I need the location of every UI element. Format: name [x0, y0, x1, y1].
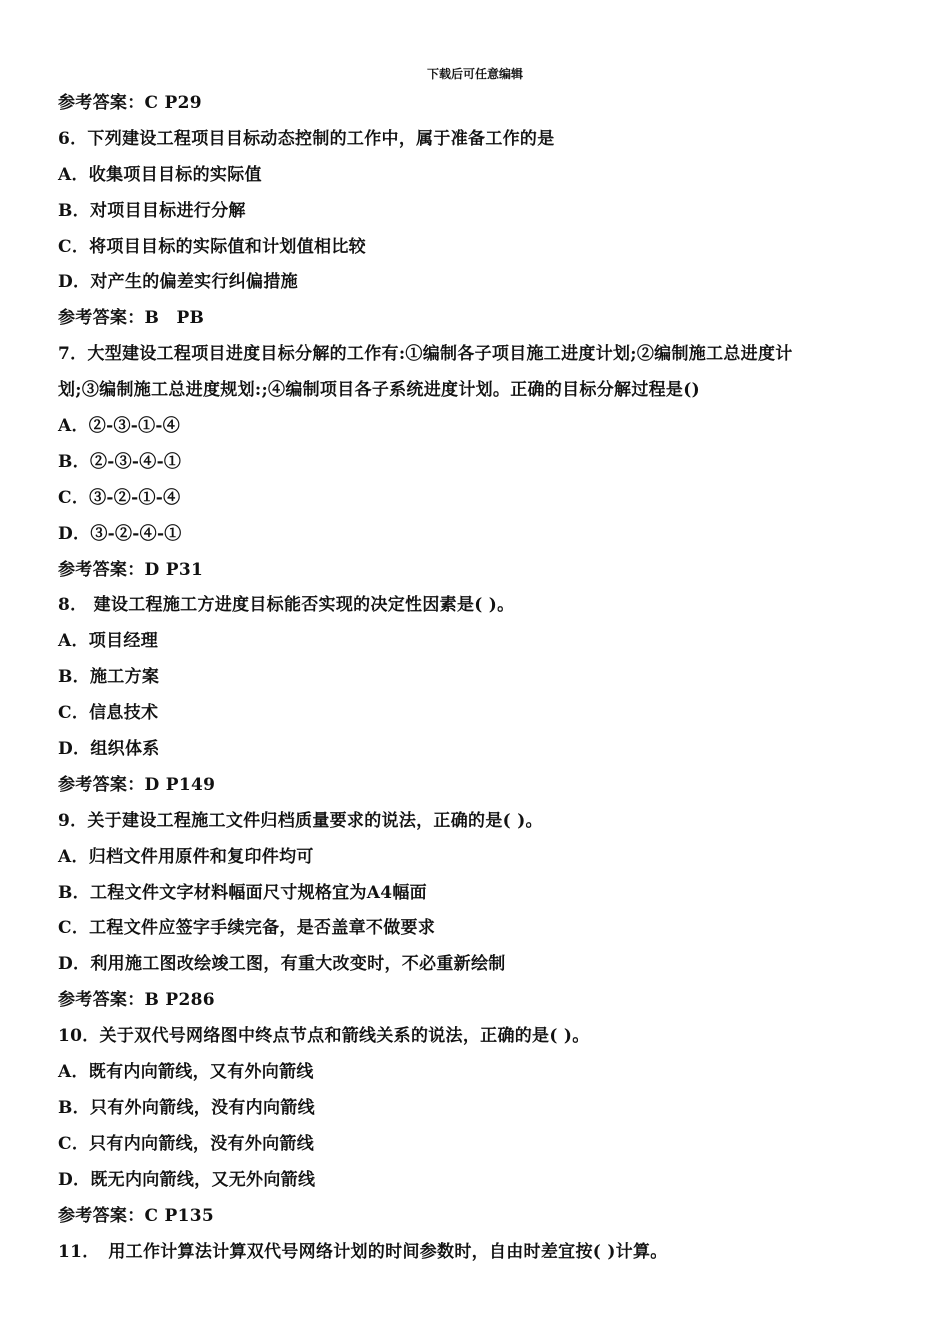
q7-option-c: C．③-②-①-④	[58, 487, 181, 508]
q9-option-d: D．利用施工图改绘竣工图，有重大改变时，不必重新绘制	[58, 954, 506, 975]
answer-line-q9: 参考答案：B P286	[58, 990, 215, 1011]
q7-option-a: A．②-③-①-④	[58, 416, 181, 437]
answer-line-q7: 参考答案：D P31	[58, 559, 204, 580]
q7-option-d: D．③-②-④-①	[58, 523, 182, 544]
question-11: 11． 用工作计算法计算双代号网络计划的时间参数时，自由时差宜按( )计算。	[58, 1241, 668, 1262]
question-7: 7．大型建设工程项目进度目标分解的工作有:①编制各子项目施工进度计划;②编制施工总进度计	[58, 344, 793, 365]
q10-option-a: A．既有内向箭线，又有外向箭线	[58, 1062, 314, 1083]
q10-option-b: B．只有外向箭线，没有内向箭线	[58, 1097, 315, 1118]
question-10: 10．关于双代号网络图中终点节点和箭线关系的说法，正确的是( )。	[58, 1026, 590, 1047]
q10-option-c: C．只有内向箭线，没有外向箭线	[58, 1133, 315, 1154]
question-6: 6．下列建设工程项目目标动态控制的工作中，属于准备工作的是	[58, 128, 555, 149]
q8-option-c: C．信息技术	[58, 703, 159, 724]
q9-option-b: B．工程文件文字材料幅面尺寸规格宜为A4幅面	[58, 882, 427, 903]
q7-option-b: B．②-③-④-①	[58, 451, 182, 472]
question-8: 8． 建设工程施工方进度目标能否实现的决定性因素是( )。	[58, 595, 515, 616]
answer-line-q6: 参考答案：B PB	[58, 308, 205, 329]
page-header: 下载后可任意编辑	[426, 67, 523, 81]
q9-option-c: C．工程文件应签字手续完备，是否盖章不做要求	[58, 918, 436, 939]
q6-option-d: D．对产生的偏差实行纠偏措施	[58, 272, 298, 293]
question-7-continued: 划;③编制施工总进度规划:;④编制项目各子系统进度计划。正确的目标分解过程是()	[58, 380, 700, 401]
q8-option-d: D．组织体系	[58, 739, 160, 760]
q6-option-b: B．对项目目标进行分解	[58, 200, 246, 221]
q8-option-a: A．项目经理	[58, 631, 158, 652]
answer-line-q5: 参考答案：C P29	[58, 93, 202, 113]
q10-option-d: D．既无内向箭线，又无外向箭线	[58, 1169, 316, 1190]
answer-line-q10: 参考答案：C P135	[58, 1205, 215, 1226]
document-body	[58, 86, 898, 1270]
q8-option-b: B．施工方案	[58, 667, 160, 688]
answer-line-q8: 参考答案：D P149	[58, 774, 216, 795]
q6-option-a: A．收集项目目标的实际值	[58, 164, 262, 185]
q6-option-c: C．将项目目标的实际值和计划值相比较	[58, 236, 366, 257]
q9-option-a: A．归档文件用原件和复印件均可	[58, 846, 314, 867]
question-9: 9．关于建设工程施工文件归档质量要求的说法，正确的是( )。	[58, 810, 543, 831]
